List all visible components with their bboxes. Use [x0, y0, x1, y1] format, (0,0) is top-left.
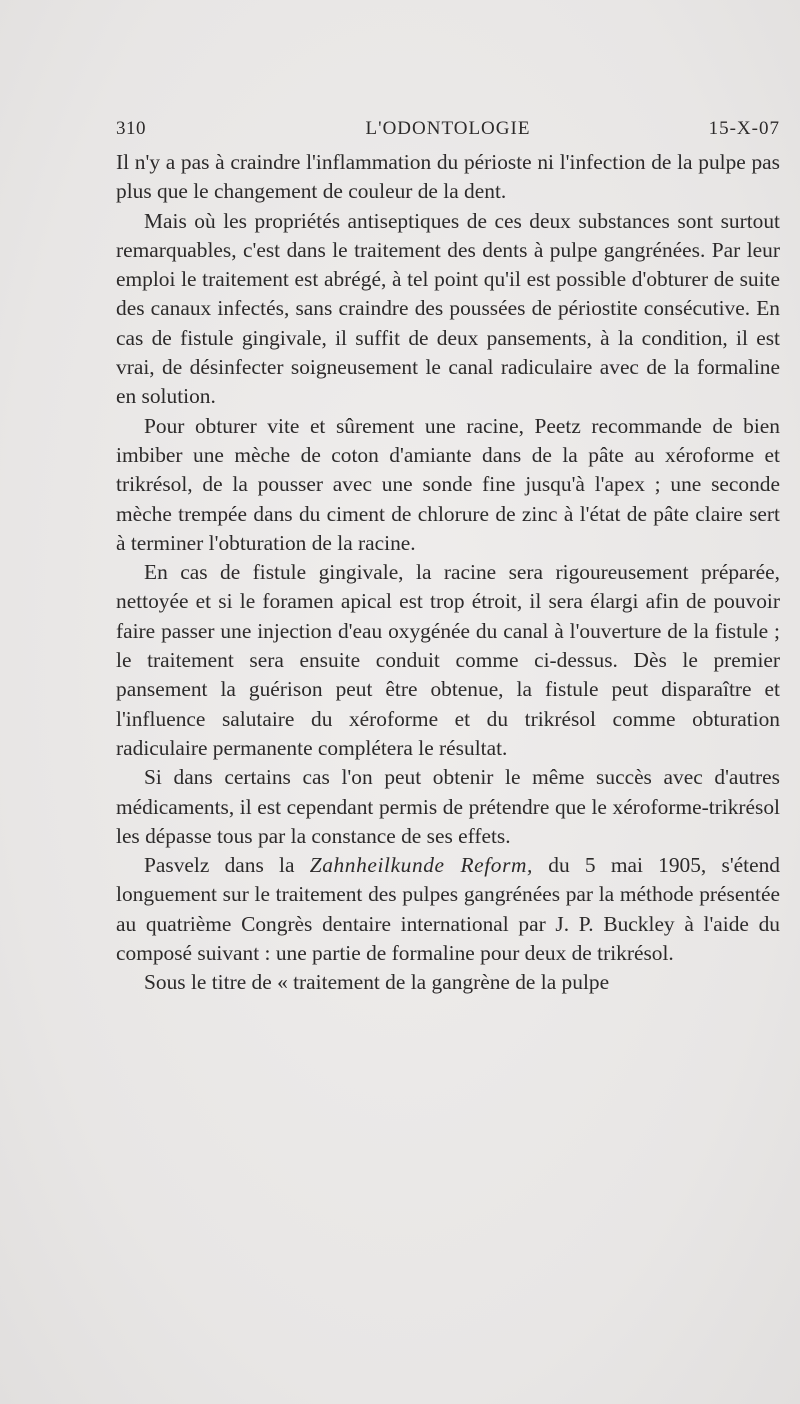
- journal-title: L'ODONTOLOGIE: [365, 118, 531, 139]
- paragraph-1: Il n'y a pas à craindre l'inflammation du périoste ni l'infection de la pulpe pas plus que le changement de couleur de la dent.: [116, 150, 780, 204]
- paragraph-3: Pour obturer vite et sûrement une racine, Peetz recommande de bien imbiber une mèche de coton d'amiante dans de la pâte au xéroforme et trikrésol, de la pousser avec une sonde fine jusqu'à l'apex ; une seconde mèche trempée dans du ciment de chlorure de zinc à l'état de pâte claire sert à terminer l'obturation de la racine.: [116, 413, 780, 555]
- paragraph-6: [116, 851, 780, 968]
- paragraph-2: Mais où les propriétés antiseptiques de ces deux substances sont surtout remarquables, c'est dans le traitement des dents à pulpe gangrénées. Par leur emploi le traitement est abrégé, à tel point qu'il est possible d'obturer de suite des canaux infectés, sans craindre des poussées de périostite consécutive. En cas de fistule gingivale, il suffit de deux pansements, à la condition, il est vrai, de désinfecter soigneusement le canal radiculaire avec de la formaline en solution.: [116, 208, 780, 409]
- page-number: 310: [116, 118, 146, 139]
- paragraph-4: En cas de fistule gingivale, la racine sera rigoureusement préparée, nettoyée et si le foramen apical est trop étroit, il sera élargi afin de pouvoir faire passer une injection d'eau oxygénée du canal à l'ouverture de la fistule ; le traitement sera ensuite conduit comme ci-dessus. Dès le premier pansement la guérison peut être obtenue, la fistule peut disparaître et l'influence salutaire du xéroforme et du trikrésol comme obturation radiculaire permanente complétera le résultat.: [116, 560, 780, 760]
- paragraph-6-lead: Pasvelz dans la: [144, 853, 310, 878]
- paragraph-7: Sous le titre de « traitement de la gangrène de la pulpe: [144, 970, 610, 995]
- body-text: [116, 148, 780, 998]
- running-head: [116, 118, 780, 148]
- issue-date: 15-X-07: [708, 118, 780, 139]
- paragraph-6-rest: du 5 mai 1905, s'étend longuement sur le traitement des pulpes gangrénées par la méthode présentée au quatrième Congrès dentaire international par J. P. Buckley à l'aide du composé suivant : une partie de formaline pour deux de trikrésol.: [116, 853, 781, 966]
- paragraph-5: Si dans certains cas l'on peut obtenir le même succès avec d'autres médicaments, il est cependant permis de prétendre que le xéroforme-trikrésol les dépasse tous par la constance de ses effets.: [116, 765, 780, 848]
- journal-citation: Zahnheilkunde Reform,: [309, 853, 534, 878]
